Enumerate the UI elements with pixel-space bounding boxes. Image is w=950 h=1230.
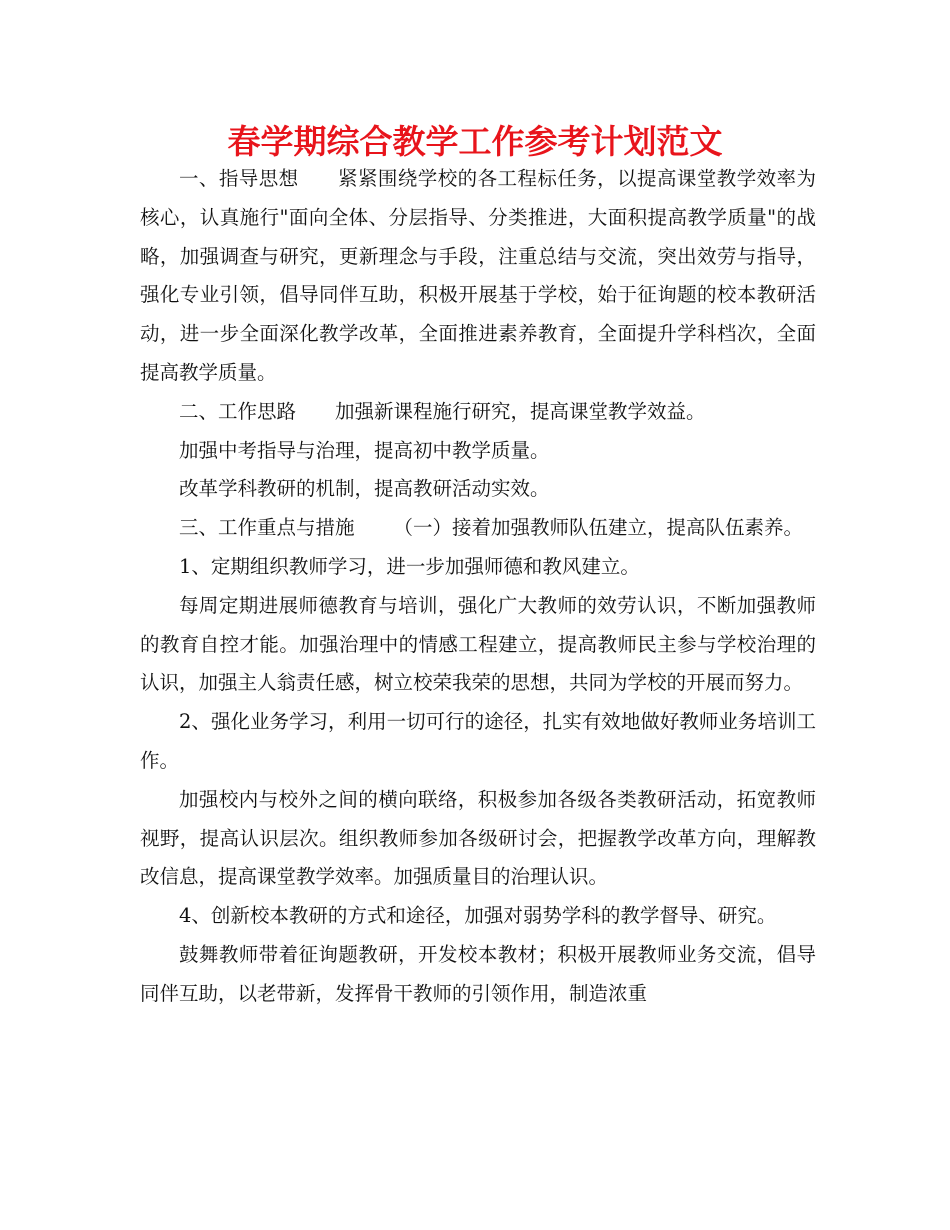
section-heading: 二、工作思路: [179, 399, 297, 423]
paragraph-text: 加强校内与校外之间的横向联络，积极参加各级各类教研活动，拓宽教师视野，提高认识层次。组织教师参加各级研讨会，把握教学改革方向，理解教改信息，提高课堂教学效率。加强质量目的治理认识。: [140, 787, 816, 889]
paragraph: [140, 548, 816, 587]
paragraph-text: 紧紧围绕学校的各工程标任务，以提高课堂教学效率为核心，认真施行"面向全体、分层指导、分类推进，大面积提高教学质量"的战略，加强调查与研究，更新理念与手段，注重总结与交流，突出效劳与指导，强化专业引领，倡导同伴互助，积极开展基于学校，始于征询题的校本教研活动，进一步全面深化教学改革，全面推进素养教育，全面提升学科档次，全面提高教学质量。: [140, 167, 816, 384]
paragraph: [140, 781, 816, 897]
paragraph: [140, 432, 816, 471]
paragraph-text: 2、强化业务学习，利用一切可行的途径，扎实有效地做好教师业务培训工作。: [140, 710, 816, 772]
document-body: [140, 160, 816, 1014]
paragraph: [140, 587, 816, 703]
paragraph-key-measures: [140, 509, 816, 548]
paragraph-text: 1、定期组织教师学习，进一步加强师德和教风建立。: [179, 554, 640, 578]
paragraph-text: 改革学科教研的机制，提高教研活动实效。: [179, 477, 550, 501]
section-heading: 三、工作重点与措施: [179, 516, 355, 540]
paragraph: [140, 470, 816, 509]
paragraph-text: 每周定期进展师德教育与培训，强化广大教师的效劳认识，不断加强教师的教育自控才能。加强治理中的情感工程建立，提高教师民主参与学校治理的认识，加强主人翁责任感，树立校荣我荣的思想，共同为学校的开展而努力。: [140, 593, 816, 695]
paragraph: [140, 897, 816, 936]
paragraph: [140, 703, 816, 781]
paragraph: [140, 936, 816, 1014]
paragraph-guiding-thought: [140, 160, 816, 393]
paragraph-text: 加强新课程施行研究，提高课堂教学效益。: [335, 399, 706, 423]
paragraph-text: 鼓舞教师带着征询题教研，开发校本教材；积极开展教师业务交流，倡导同伴互助，以老带新，发挥骨干教师的引领作用，制造浓重: [140, 942, 816, 1005]
paragraph-text: 4、创新校本教研的方式和途径，加强对弱势学科的教学督导、研究。: [179, 904, 777, 928]
paragraph-text: 加强中考指导与治理，提高初中教学质量。: [179, 438, 550, 462]
document-title: 春学期综合教学工作参考计划范文: [227, 122, 723, 161]
paragraph-work-approach: [140, 393, 816, 432]
section-heading: 一、指导思想: [179, 167, 299, 190]
paragraph-text: （一）接着加强教师队伍建立，提高队伍素养。: [393, 516, 804, 540]
